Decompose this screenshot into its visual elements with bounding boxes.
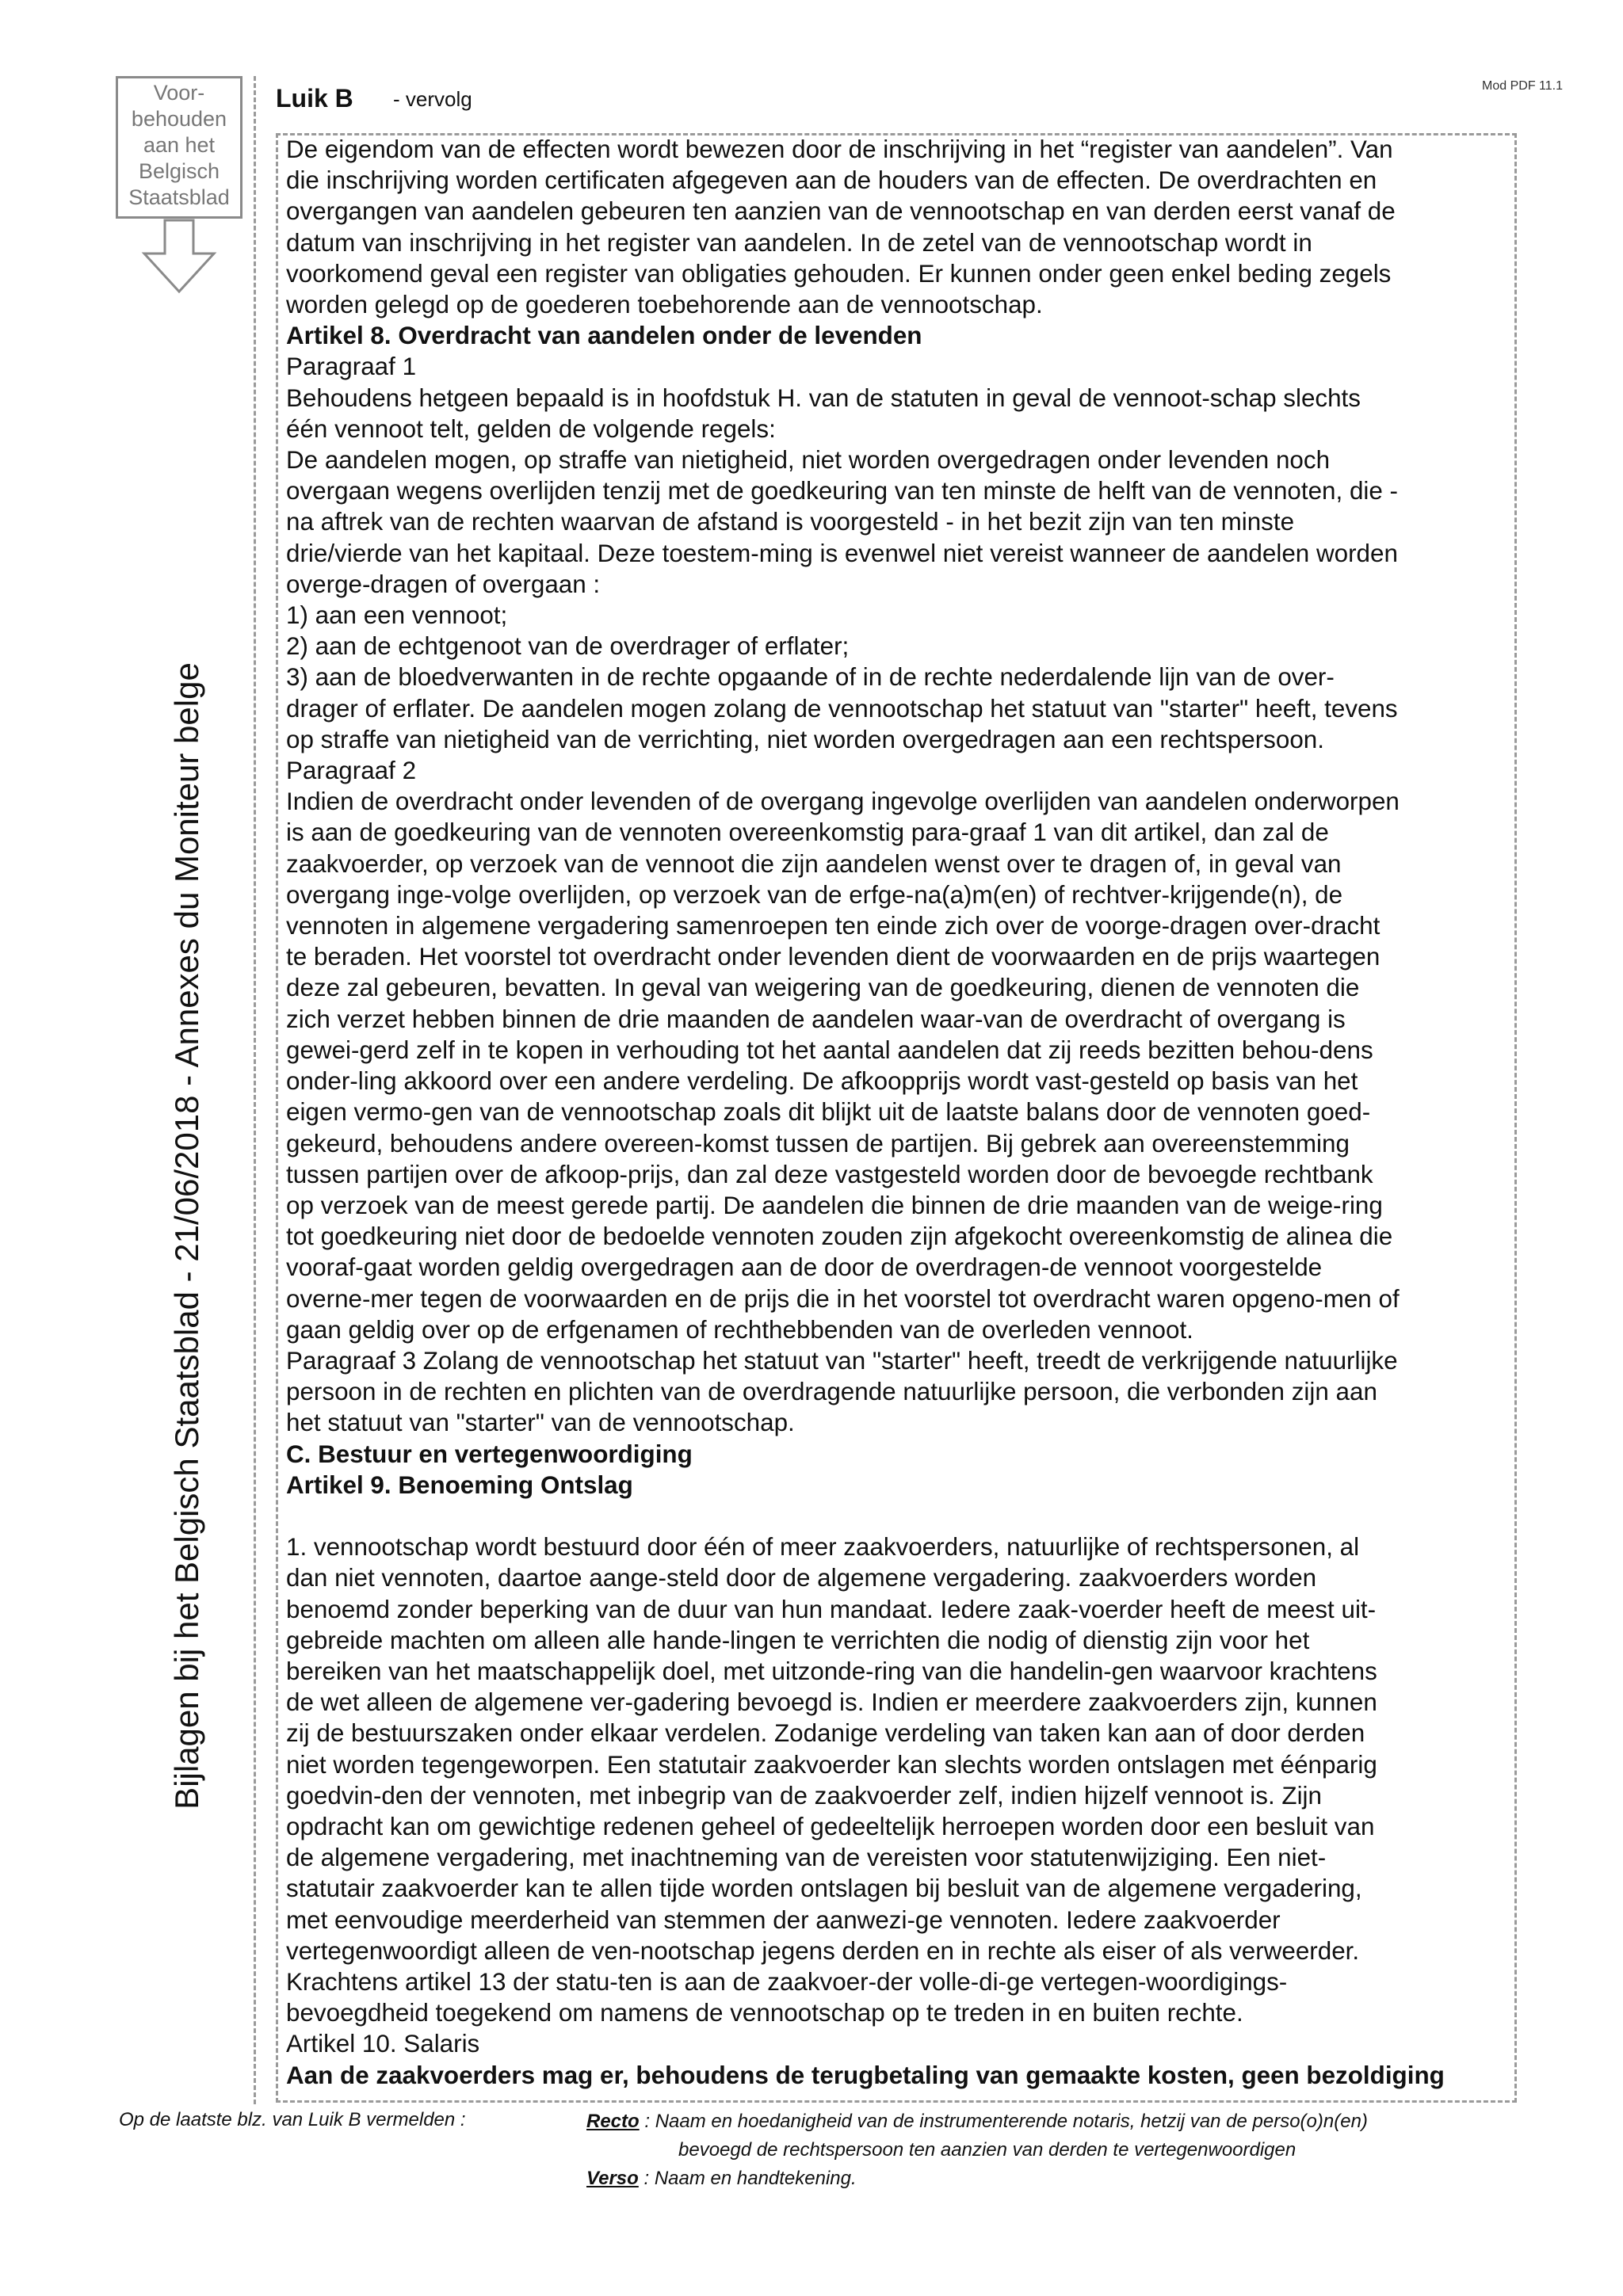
text-line: worden gelegd op de goederen toebehorende aan de vennootschap. <box>286 291 1043 319</box>
text-line: goedvin-den der vennoten, met inbegrip van de zaakvoerder zelf, indien hijzelf vennoot is. Zijn <box>286 1781 1322 1810</box>
text-line: statutair zaakvoerder kan te allen tijde worden ontslagen bij besluit van de algemene vergadering, <box>286 1875 1362 1903</box>
text-line: C. Bestuur en vertegenwoordiging <box>286 1440 693 1468</box>
text-line: de wet alleen de algemene ver-gadering bevoegd is. Indien er meerdere zaakvoerders zijn, kunnen <box>286 1688 1377 1717</box>
text-line: tot goedkeuring niet door de bedoelde vennoten zouden zijn afgekocht overeenkomstig de alinea die <box>286 1222 1393 1251</box>
text-line: Artikel 10. Salaris <box>286 2030 480 2058</box>
text-line: Artikel 8. Overdracht van aandelen onder de levenden <box>286 322 922 350</box>
text-line: benoemd zonder beperking van de duur van hun mandaat. Iedere zaak-voerder heeft de meest uit- <box>286 1595 1377 1623</box>
side-label: Bijlagen bij het Belgisch Staatsblad - 21/06/2018 - Annexes du Moniteur belge <box>168 662 205 1810</box>
text-line: tussen partijen over de afkoop-prijs, dan zal deze vastgesteld worden door de bevoegde rechtbank <box>286 1160 1373 1188</box>
text-line: overgangen van aandelen gebeuren ten aanzien van de vennootschap en van derden eerst vanaf de <box>286 197 1396 226</box>
text-line: persoon in de rechten en plichten van de overdragende natuurlijke persoon, die verbonden zijn aan <box>286 1378 1377 1406</box>
text-line: dan niet vennoten, daartoe aange-steld door de algemene vergadering. zaakvoerders worden <box>286 1564 1317 1592</box>
text-line: op straffe van nietigheid van de verrichting, niet worden overgedragen aan een rechtspersoon. <box>286 725 1324 753</box>
section-title: Luik B <box>276 84 353 113</box>
content-box <box>276 133 1517 2103</box>
text-line: gebreide machten om alleen alle hande-lingen te verrichten die nodig of dienstig zijn voor het <box>286 1626 1310 1654</box>
text-line: datum van inschrijving in het register van aandelen. In de zetel van de vennootschap wordt in <box>286 228 1312 257</box>
text-line: niet worden tegengeworpen. Een statutair zaakvoerder kan slechts worden ontslagen met éénparig <box>286 1750 1377 1779</box>
text-line: zaakvoerder, op verzoek van de vennoot die zijn aandelen wenst over te dragen of, in geval van <box>286 849 1342 878</box>
text-line: Indien de overdracht onder levenden of de overgang ingevolge overlijden van aandelen onderworpen <box>286 788 1400 816</box>
verso-text: : Naam en handtekening. <box>638 2168 857 2189</box>
text-line: bereiken van het maatschappelijk doel, met uitzonde-ring van die handelin-gen waarvoor krachtens <box>286 1657 1377 1685</box>
text-line: overgaan wegens overlijden tenzij met de goedkeuring van ten minste de helft van de vennoten, die - <box>286 477 1399 505</box>
text-line: vennoten in algemene vergadering samenroepen ten einde zich over de voorge-dragen over-dracht <box>286 912 1381 940</box>
text-line: die inschrijving worden certificaten afgegeven aan de houders van de effecten. De overdrachten en <box>286 166 1377 195</box>
text-line: 2) aan de echtgenoot van de overdrager of erflater; <box>286 632 850 661</box>
text-line: drager of erflater. De aandelen mogen zolang de vennootschap het statuut van "starter" heeft, tevens <box>286 694 1398 723</box>
section-subtitle: - vervolg <box>393 87 472 111</box>
text-line: Behoudens hetgeen bepaald is in hoofdstuk H. van de statuten in geval de vennoot-schap slechts <box>286 383 1361 412</box>
text-line: zij de bestuurszaken onder elkaar verdelen. Zodanige verdeling van taken kan aan of door derden <box>286 1719 1365 1748</box>
text-line: deze zal gebeuren, bevatten. In geval van weigering van de goedkeuring, dienen de vennoten die <box>286 974 1360 1002</box>
verso-instruction <box>586 2168 857 2190</box>
reserved-line: aan het <box>143 133 216 157</box>
text-line: met eenvoudige meerderheid van stemmen der aanwezi-ge vennoten. Iedere zaakvoerder <box>286 1905 1281 1934</box>
reserved-line: Voor- <box>153 81 205 105</box>
recto-instruction <box>586 2111 1368 2133</box>
text-line: gekeurd, behoudens andere overeen-komst tussen de partijen. Bij gebrek aan overeenstemming <box>286 1129 1350 1158</box>
text-line: Paragraaf 1 <box>286 353 417 381</box>
verso-label: Verso <box>586 2168 639 2189</box>
text-line: De aandelen mogen, op straffe van nietigheid, niet worden overgedragen onder levenden noch <box>286 446 1331 475</box>
text-line: overne-mer tegen de voorwaarden en de prijs die in het voorstel tot overdracht waren opgeno-men of <box>286 1284 1400 1313</box>
document-text <box>286 134 1510 2091</box>
text-line: Paragraaf 3 Zolang de vennootschap het statuut van "starter" heeft, treedt de verkrijgende natuurlijke <box>286 1346 1398 1375</box>
down-arrow-icon <box>141 219 217 295</box>
text-line: De eigendom van de effecten wordt bewezen door de inschrijving in het “register van aandelen”. Van <box>286 135 1393 163</box>
text-line: het statuut van "starter" van de vennootschap. <box>286 1409 795 1437</box>
text-line: op verzoek van de meest gerede partij. De aandelen die binnen de drie maanden van de weige-ring <box>286 1191 1383 1219</box>
text-line: bevoegdheid toegekend om namens de vennootschap op te treden in en buiten rechte. <box>286 1999 1243 2027</box>
margin-divider <box>254 76 256 2104</box>
text-line: te beraden. Het voorstel tot overdracht onder levenden dient de voorwaarden en de prijs waartegen <box>286 943 1381 971</box>
text-line: overgang inge-volge overlijden, op verzoek van de erfge-na(a)m(en) of rechtver-krijgende(n), de <box>286 880 1343 909</box>
reserved-box <box>116 76 242 219</box>
reserved-line: behouden <box>131 107 227 131</box>
text-line: overge-dragen of overgaan : <box>286 570 601 598</box>
text-line: de algemene vergadering, met inachtneming van de vereisten voor statutenwijziging. Een niet- <box>286 1844 1327 1872</box>
text-line: onder-ling akkoord over een andere verdeling. De afkoopprijs wordt vast-gesteld op basis van het <box>286 1067 1358 1096</box>
text-line: voorkomend geval een register van obligaties gehouden. Er kunnen onder geen enkel beding zegels <box>286 259 1392 288</box>
text-line: eigen vermo-gen van de vennootschap zoals dit blijkt uit de laatste balans door de vennoten goed- <box>286 1098 1371 1127</box>
text-line: 1. vennootschap wordt bestuurd door één of meer zaakvoerders, natuurlijke of rechtspersonen, al <box>286 1533 1360 1562</box>
text-line: Artikel 9. Benoeming Ontslag <box>286 1470 633 1499</box>
text-line: na aftrek van de rechten waarvan de afstand is voorgesteld - in het bezit zijn van ten minste <box>286 508 1295 536</box>
text-line: drie/vierde van het kapitaal. Deze toestem-ming is evenwel niet vereist wanneer de aandelen worden <box>286 539 1398 567</box>
text-line: 3) aan de bloedverwanten in de rechte opgaande of in de rechte nederdalende lijn van de over- <box>286 663 1335 692</box>
text-line: is aan de goedkeuring van de vennoten overeenkomstig para-graaf 1 van dit artikel, dan zal de <box>286 818 1329 847</box>
recto-label: Recto <box>586 2111 640 2132</box>
text-line: Paragraaf 2 <box>286 757 417 785</box>
text-line: vooraf-gaat worden geldig overgedragen aan de door de overdragen-de vennoot voorgestelde <box>286 1253 1323 1282</box>
text-line <box>286 1501 1510 1531</box>
text-line: Aan de zaakvoerders mag er, behoudens de terugbetaling van gemaakte kosten, geen bezoldiging <box>286 2061 1445 2089</box>
recto-text: : Naam en hoedanigheid van de instrumenterende notaris, hetzij van de perso(o)n(en) <box>639 2111 1368 2132</box>
text-line: opdracht kan om gewichtige redenen geheel of gedeeltelijk herroepen worden door een besluit van <box>286 1812 1375 1840</box>
text-line: 1) aan een vennoot; <box>286 601 508 630</box>
text-line: één vennoot telt, gelden de volgende regels: <box>286 414 776 443</box>
text-line: vertegenwoordigt alleen de ven-nootschap jegens derden en in rechte als eiser of als verweerder. <box>286 1936 1360 1965</box>
text-line: zich verzet hebben binnen de drie maanden de aandelen waar-van de overdracht of overgang is <box>286 1005 1346 1033</box>
footer-note: Op de laatste blz. van Luik B vermelden : <box>119 2109 466 2130</box>
reserved-line: Belgisch <box>138 159 220 183</box>
recto-instruction-continued: bevoegd de rechtspersoon ten aanzien van derden te vertegenwoordigen <box>678 2139 1296 2161</box>
text-line: gaan geldig over op de erfgenamen of rechthebbenden van de overleden vennoot. <box>286 1315 1193 1344</box>
form-version: Mod PDF 11.1 <box>1482 79 1563 93</box>
reserved-line: Staatsblad <box>128 185 230 209</box>
text-line: Krachtens artikel 13 der statu-ten is aan de zaakvoer-der volle-di-ge vertegen-woordigings- <box>286 1967 1288 1996</box>
text-line: gewei-gerd zelf in te kopen in verhouding tot het aantal aandelen dat zij reeds bezitten behou-dens <box>286 1035 1373 1064</box>
